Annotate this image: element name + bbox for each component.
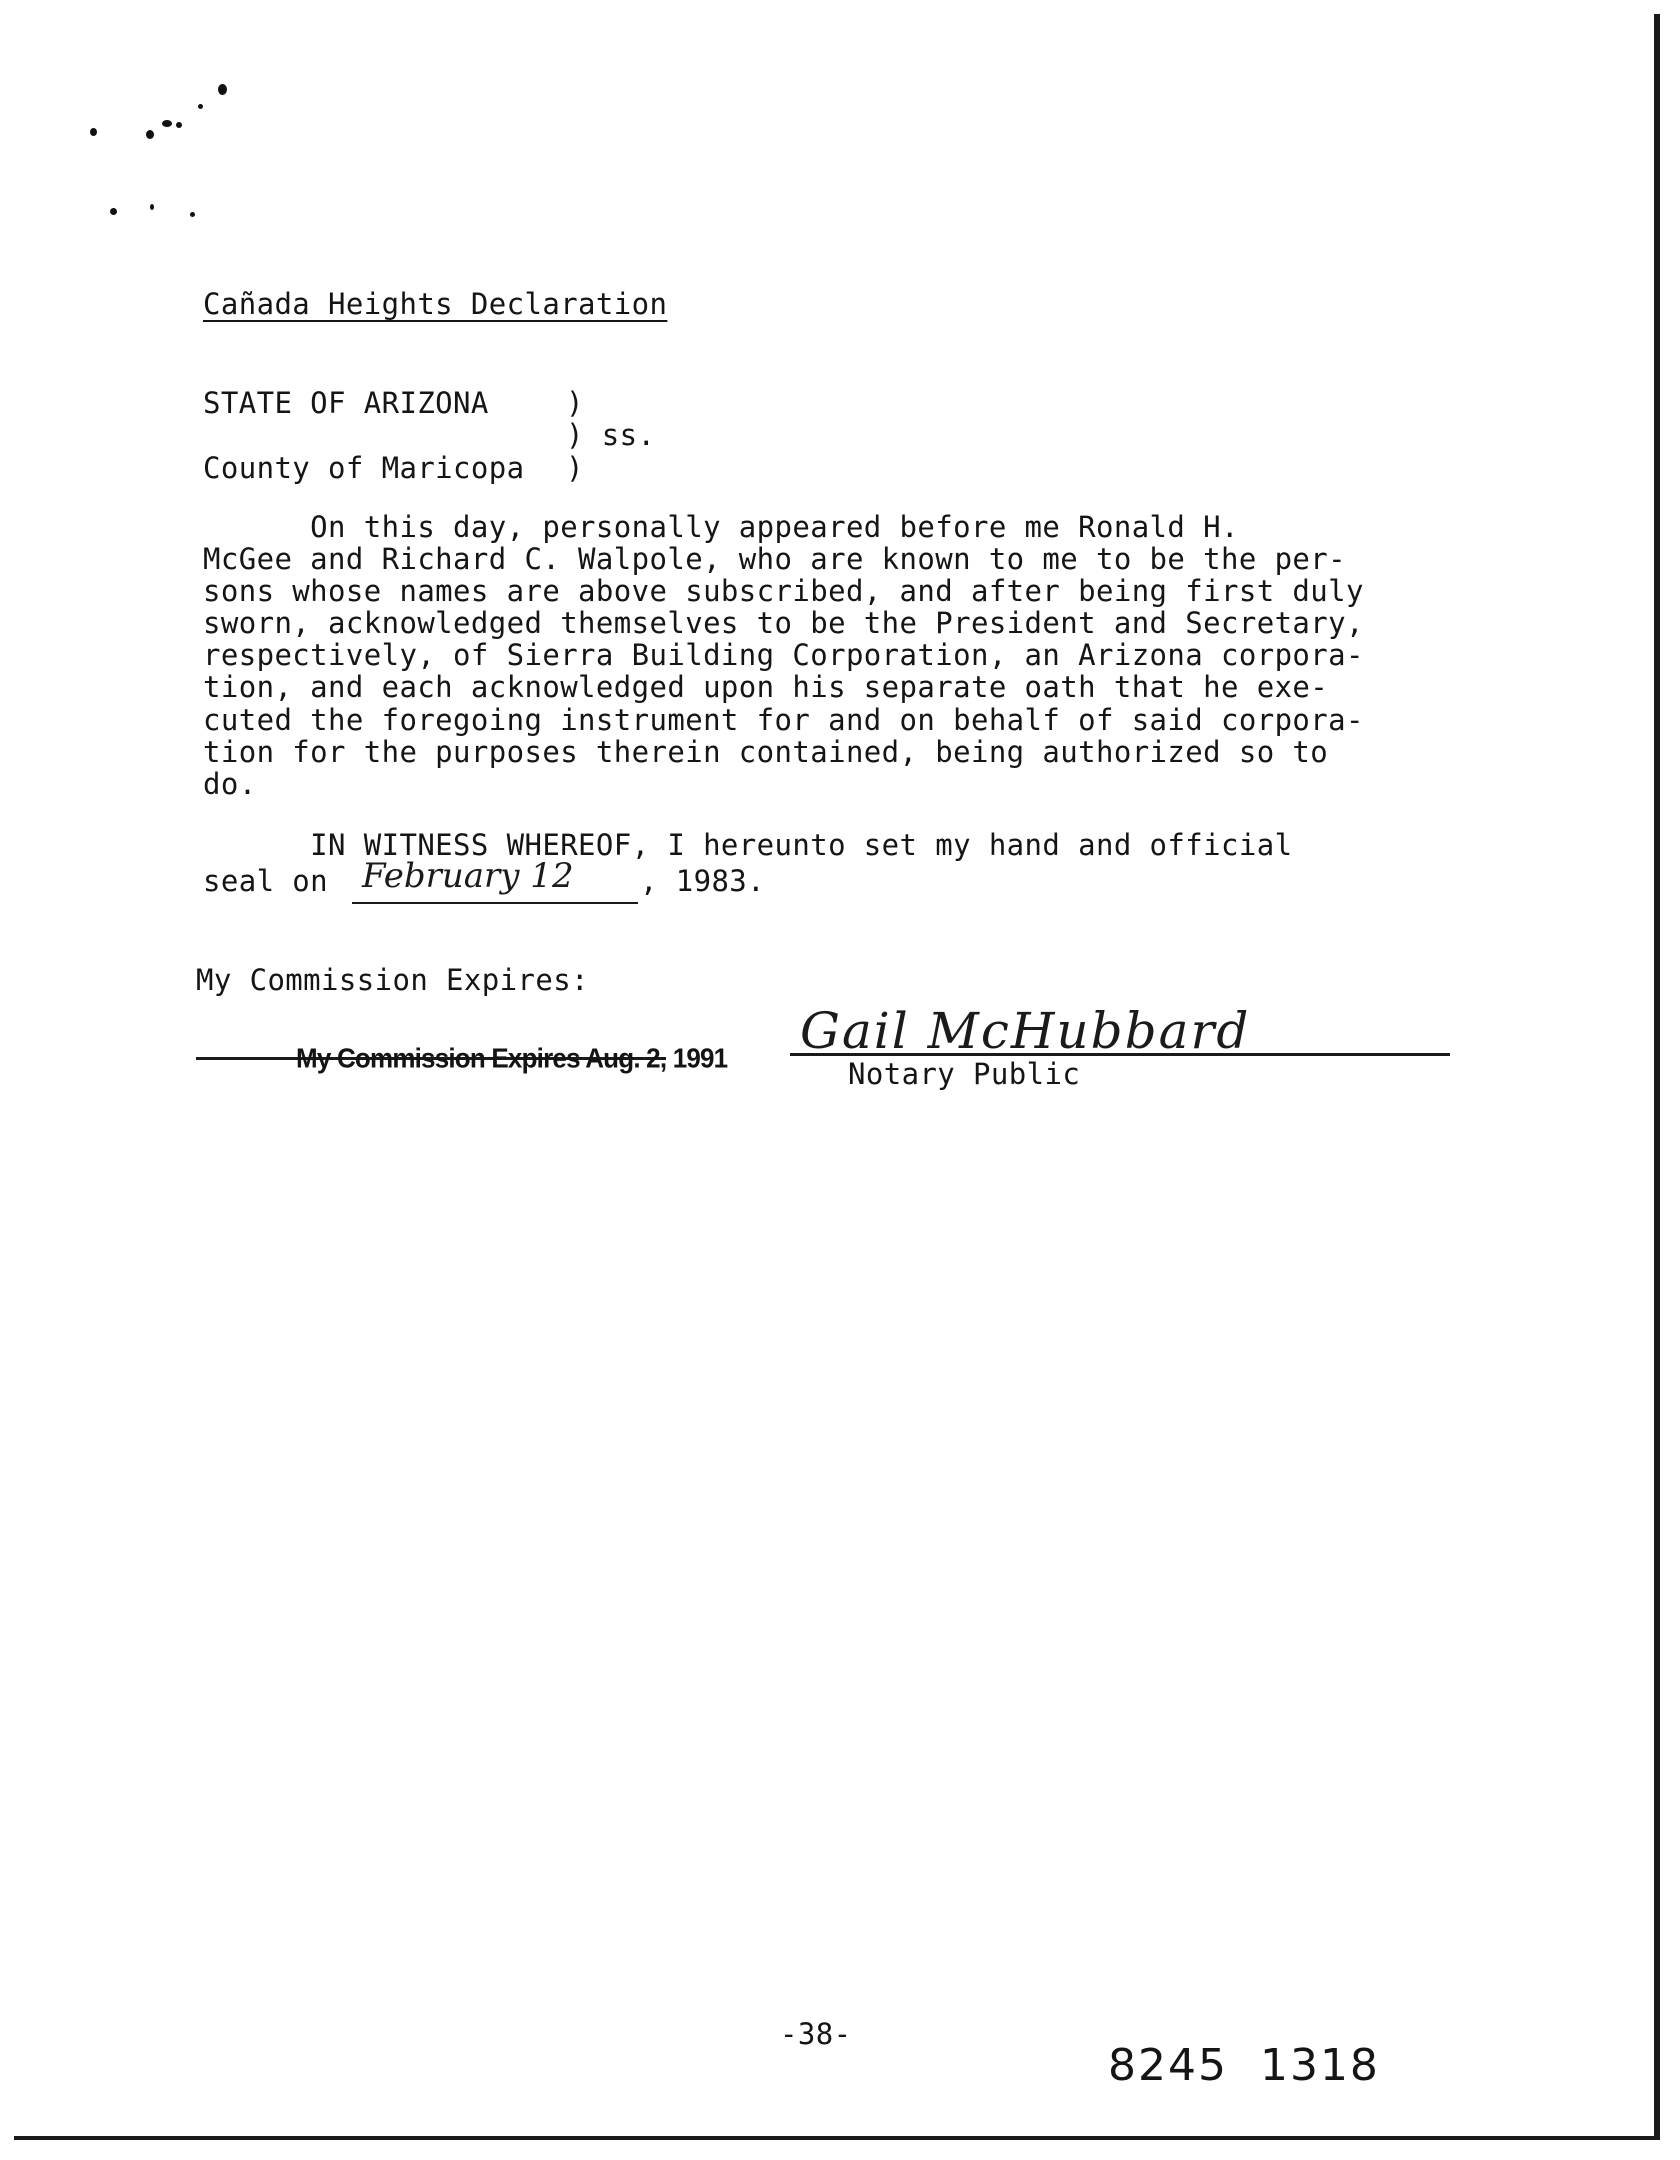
document-number: 8245 1318 <box>1108 2040 1380 2091</box>
scan-speck <box>90 128 97 136</box>
acknowledgment-line: tion for the purposes therein contained, being authorized so to <box>203 734 1329 769</box>
acknowledgment-line: do. <box>203 766 257 801</box>
scan-speck <box>176 122 182 128</box>
acknowledgment-line: McGee and Richard C. Walpole, who are known to me to be the per- <box>203 542 1347 577</box>
scan-speck <box>150 204 154 210</box>
page-number: -38- <box>780 2017 852 2051</box>
scan-speck <box>218 84 227 95</box>
date-underline <box>352 902 638 904</box>
notary-public-label: Notary Public <box>848 1057 1081 1091</box>
scan-speck <box>162 120 172 127</box>
commission-stamp: My Commission Expires Aug. 2, 1991 <box>296 1041 728 1075</box>
scan-speck <box>198 104 203 109</box>
scan-speck <box>190 212 195 217</box>
venue-paren-ss: ) ss. <box>566 418 656 452</box>
scan-speck <box>110 208 117 215</box>
seal-on-label: seal on <box>203 864 329 898</box>
acknowledgment-line: sons whose names are above subscribed, and after being first duly <box>203 574 1364 609</box>
acknowledgment-line: cuted the foregoing instrument for and on behalf of said corpora- <box>203 702 1364 737</box>
acknowledgment-line: tion, and each acknowledged upon his separate oath that he exe- <box>203 670 1329 705</box>
venue-state: STATE OF ARIZONA <box>203 386 489 420</box>
venue-paren-bottom: ) <box>566 451 584 485</box>
seal-year: , 1983. <box>640 864 766 898</box>
acknowledgment-line: sworn, acknowledged themselves to be the President and Secretary, <box>203 606 1364 641</box>
venue-county: County of Maricopa <box>203 451 525 485</box>
document-title: Cañada Heights Declaration <box>203 287 668 321</box>
scan-speck <box>146 130 154 139</box>
acknowledgment-line: respectively, of Sierra Building Corporation, an Arizona corpora- <box>203 638 1364 673</box>
handwritten-date: February 12 <box>362 856 574 896</box>
acknowledgment-line: On this day, personally appeared before me Ronald H. <box>203 510 1239 544</box>
venue-paren-top: ) <box>566 386 584 420</box>
scan-edge <box>14 14 1660 2140</box>
commission-label: My Commission Expires: <box>196 963 589 997</box>
notary-signature: Gail McHubbard <box>800 1002 1251 1060</box>
acknowledgment-paragraph <box>203 511 1364 800</box>
witness-line: IN WITNESS WHEREOF, I hereunto set my hand and official <box>203 828 1293 862</box>
